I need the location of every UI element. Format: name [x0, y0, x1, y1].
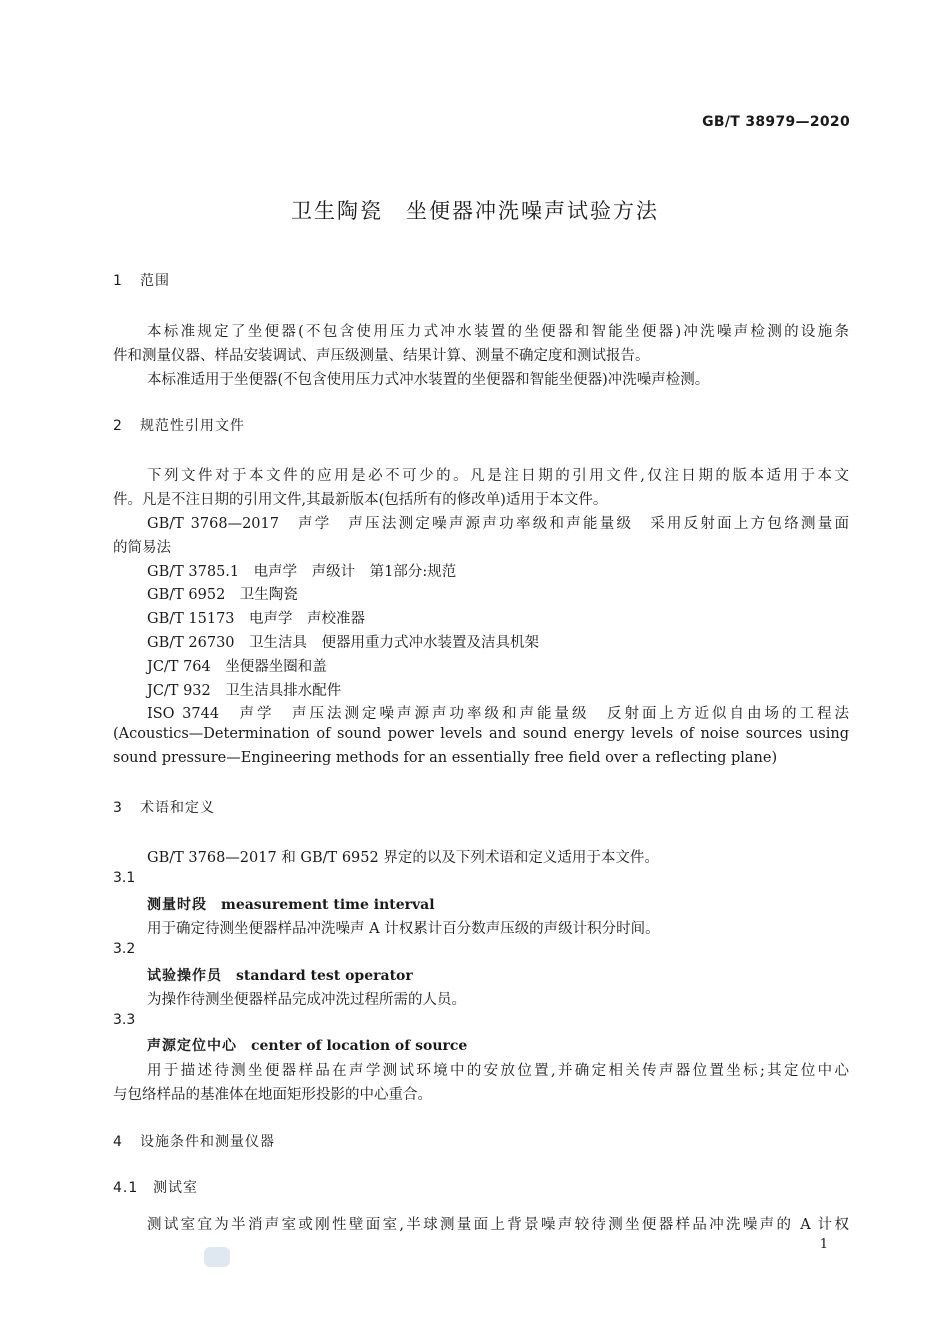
scope-paragraph-2: 本标准适用于坐便器(不包含使用压力式冲水装置的坐便器和智能坐便器)冲洗噪声检测。	[147, 372, 710, 388]
term-3-1-definition: 用于确定待测坐便器样品冲洗噪声 A 计权累计百分数声压级的声级计积分时间。	[147, 921, 660, 937]
watermark-logo	[204, 1247, 230, 1267]
terms-intro: GB/T 3768—2017 和 GB/T 6952 界定的以及下列术语和定义适用于本文件。	[147, 850, 659, 866]
reference-gbt3785: GB/T 3785.1 电声学 声级计 第1部分:规范	[147, 564, 457, 580]
test-room-line-1: 测试室宜为半消声室或刚性壁面室,半球测量面上背景噪声较待测坐便器样品冲洗噪声的 A 计权	[147, 1217, 849, 1233]
term-chinese: 测量时段	[147, 897, 207, 913]
section-title: 术语和定义	[140, 800, 215, 816]
term-chinese: 试验操作员	[147, 968, 222, 984]
term-3-3-heading	[147, 1035, 467, 1055]
reference-gbt6952: GB/T 6952 卫生陶瓷	[147, 587, 298, 603]
term-3-1-number: 3.1	[113, 870, 136, 886]
scope-paragraph-1-line-2: 件和测量仪器、样品安装调试、声压级测量、结果计算、测量不确定度和测试报告。	[113, 348, 650, 364]
term-3-2-number: 3.2	[113, 941, 136, 957]
term-english: standard test operator	[236, 968, 413, 984]
section-4-heading	[113, 1131, 275, 1151]
section-title: 范围	[140, 273, 170, 289]
term-3-3-definition-line-1: 用于描述待测坐便器样品在声学测试环境中的安放位置,并确定相关传声器位置坐标;其定位中心	[147, 1063, 849, 1079]
section-title: 测试室	[153, 1180, 198, 1196]
reference-gbt3768-line-2: 的简易法	[113, 540, 171, 556]
document-title: 卫生陶瓷 坐便器冲洗噪声试验方法	[291, 199, 659, 223]
section-4-1-heading	[113, 1177, 198, 1197]
reference-iso3744-line-1: ISO 3744 声学 声压法测定噪声源声功率级和声能量级 反射面上方近似自由场的工程法	[147, 706, 849, 722]
term-chinese: 声源定位中心	[147, 1038, 237, 1054]
section-number: 3	[113, 800, 123, 816]
section-number: 4	[113, 1134, 123, 1150]
section-number: 1	[113, 273, 123, 289]
section-1-heading	[113, 270, 170, 290]
term-english: measurement time interval	[221, 897, 435, 913]
reference-iso3744-line-2: (Acoustics—Determination of sound power levels and sound energy levels of noise sources using	[113, 726, 849, 742]
section-title: 规范性引用文件	[140, 418, 245, 434]
page-number: 1	[819, 1237, 828, 1252]
term-3-3-definition-line-2: 与包络样品的基准体在地面矩形投影的中心重合。	[113, 1087, 432, 1103]
reference-jct764: JC/T 764 坐便器坐圈和盖	[147, 659, 327, 675]
section-title: 设施条件和测量仪器	[140, 1134, 275, 1150]
term-3-2-heading	[147, 965, 413, 985]
term-3-2-definition: 为操作待测坐便器样品完成冲洗过程所需的人员。	[147, 992, 466, 1008]
reference-iso3744-line-3: sound pressure—Engineering methods for an essentially free field over a reflecting plane)	[113, 750, 778, 766]
reference-gbt3768-line-1: GB/T 3768—2017 声学 声压法测定噪声源声功率级和声能量级 采用反射面上方包络测量面	[147, 516, 849, 532]
term-english: center of location of source	[251, 1038, 468, 1054]
reference-jct932: JC/T 932 卫生洁具排水配件	[147, 683, 342, 699]
section-number: 2	[113, 418, 123, 434]
section-2-heading	[113, 415, 245, 435]
standard-code: GB/T 38979—2020	[702, 114, 850, 130]
reference-gbt15173: GB/T 15173 电声学 声校准器	[147, 611, 366, 627]
term-3-1-heading	[147, 894, 435, 914]
scope-paragraph-1-line-1: 本标准规定了坐便器(不包含使用压力式冲水装置的坐便器和智能坐便器)冲洗噪声检测的设施条	[147, 324, 849, 340]
references-intro-line-1: 下列文件对于本文件的应用是必不可少的。凡是注日期的引用文件,仅注日期的版本适用于本文	[147, 468, 849, 484]
section-number: 4.1	[113, 1180, 139, 1196]
section-3-heading	[113, 797, 215, 817]
references-intro-line-2: 件。凡是不注日期的引用文件,其最新版本(包括所有的修改单)适用于本文件。	[113, 492, 608, 508]
reference-gbt26730: GB/T 26730 卫生洁具 便器用重力式冲水装置及洁具机架	[147, 635, 540, 651]
term-3-3-number: 3.3	[113, 1012, 136, 1028]
